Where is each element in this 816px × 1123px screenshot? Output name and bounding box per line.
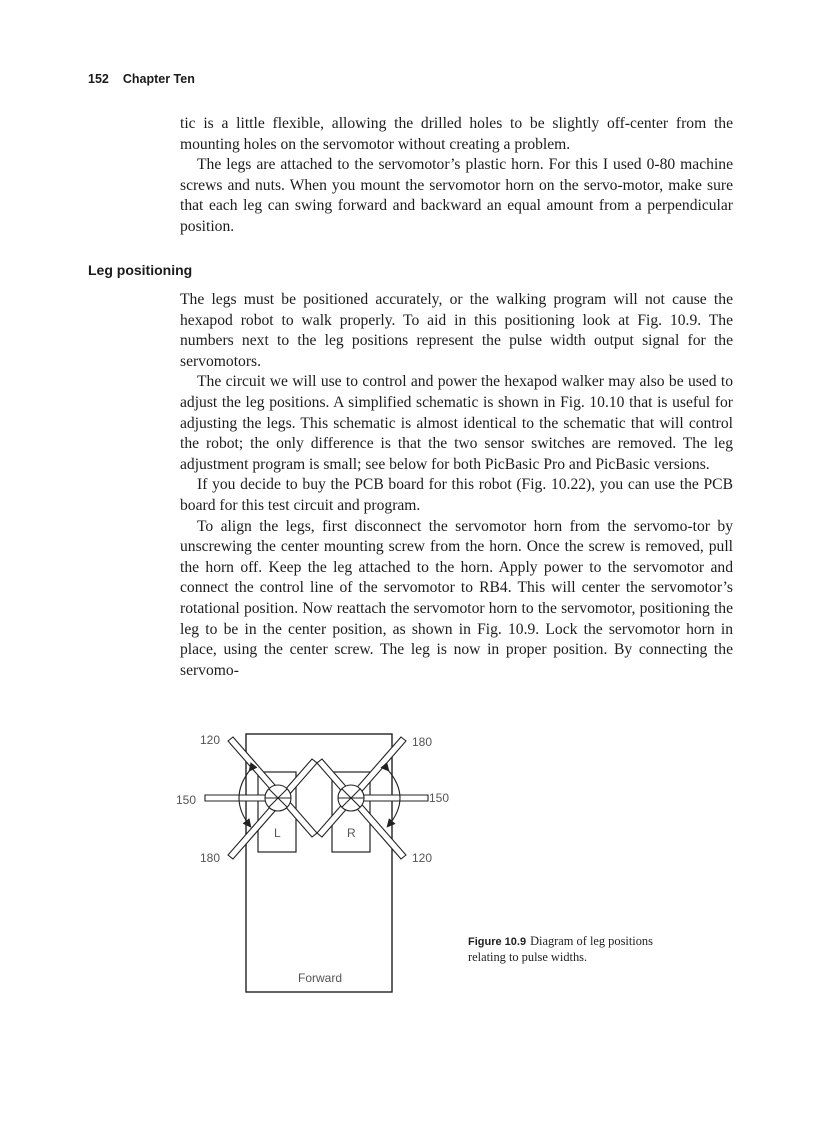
label-right-bottom: 120 xyxy=(412,851,433,865)
paragraph: If you decide to buy the PCB board for this robot (Fig. 10.22), you can use the PCB board for this test circuit and program. xyxy=(180,476,733,514)
figure-leg-positions xyxy=(160,720,480,1015)
label-forward: Forward xyxy=(298,971,343,985)
label-right-servo: R xyxy=(347,826,356,840)
label-right-middle: 150 xyxy=(429,791,450,805)
section-heading: Leg positioning xyxy=(88,262,193,278)
caption-text: Diagram of leg positions relating to pulse widths. xyxy=(468,934,653,964)
paragraph: tic is a little flexible, allowing the drilled holes to be slightly off-center from the mounting holes on the servomotor without creating a problem. xyxy=(180,115,733,153)
left-servo-horn xyxy=(265,785,291,811)
paragraph: The legs must be positioned accurately, or the walking program will not cause the hexapod robot to walk properly. To aid in this positioning look at Fig. 10.9. The numbers next to the leg positions represent the pulse width output signal for the servomotors. xyxy=(180,291,733,370)
intro-text xyxy=(180,114,733,238)
label-left-bottom: 180 xyxy=(200,851,221,865)
label-left-top: 120 xyxy=(200,733,221,747)
section-body xyxy=(180,290,733,681)
right-servo-horn xyxy=(338,785,364,811)
label-left-servo: L xyxy=(274,826,281,840)
page-number: 152 xyxy=(88,72,109,86)
paragraph: The legs are attached to the servomotor’s plastic horn. For this I used 0-80 machine screws and nuts. When you mount the servomotor horn on the servo-motor, make sure that each leg can swing forward and backward an equal amount from a perpendicular position. xyxy=(180,156,733,235)
figure-caption xyxy=(468,934,678,965)
paragraph: The circuit we will use to control and power the hexapod walker may also be used to adjust the leg positions. A simplified schematic is shown in Fig. 10.10 that is useful for adjusting the legs. This schematic is almost identical to the schematic that will control the robot; the only difference is that the two sensor switches are removed. The leg adjustment program is small; see below for both PicBasic Pro and PicBasic versions. xyxy=(180,373,733,473)
chapter-title: Chapter Ten xyxy=(122,72,195,86)
caption-label: Figure 10.9 xyxy=(468,936,527,948)
leg-position-diagram xyxy=(160,720,480,1010)
label-left-middle: 150 xyxy=(176,793,197,807)
running-head xyxy=(88,72,195,86)
paragraph: To align the legs, first disconnect the servomotor horn from the servomo-tor by unscrewing the center mounting screw from the horn. Once the screw is removed, pull the horn off. Keep the leg attached to the horn. Apply power to the servomotor and connect the control line of the servomotor to RB4. This will center the servomotor’s rotational position. Now reattach the servomotor horn to the servomotor, positioning the leg to be in the center position, as shown in Fig. 10.9. Lock the servomotor horn in place, using the center screw. The leg is now in proper position. By connecting the servomo- xyxy=(180,517,733,679)
label-right-top: 180 xyxy=(412,735,433,749)
